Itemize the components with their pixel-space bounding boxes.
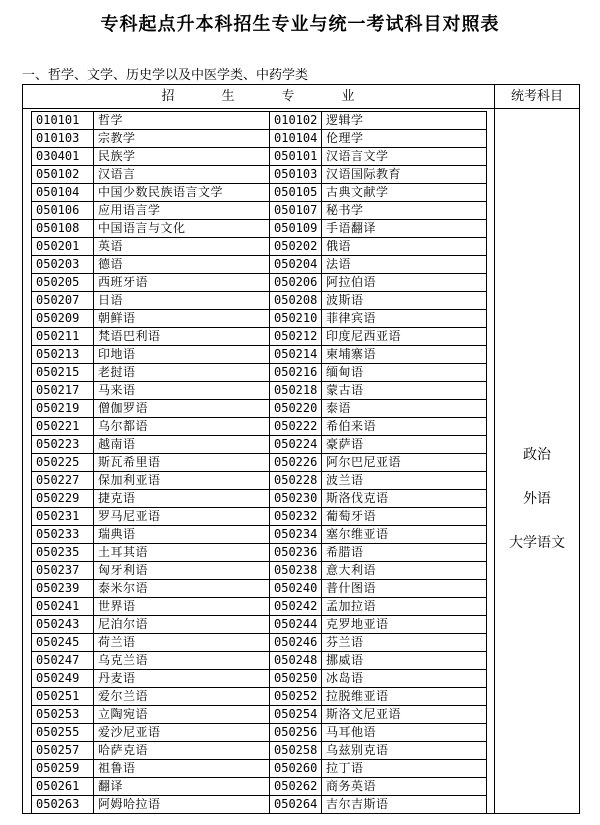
major-code: 050251 [32,688,94,706]
major-name: 泰米尔语 [94,580,270,598]
table-row [32,652,487,670]
major-name: 冰岛语 [322,670,487,688]
major-code: 050231 [32,508,94,526]
major-code: 050255 [32,724,94,742]
major-code: 050257 [32,742,94,760]
table-row [32,616,487,634]
major-code: 050108 [32,220,94,238]
table-row [32,796,487,814]
major-name: 商务英语 [322,778,487,796]
major-name: 塞尔维亚语 [322,526,487,544]
major-code: 050254 [270,706,322,724]
table-header [23,85,579,109]
major-name: 立陶宛语 [94,706,270,724]
major-code: 050253 [32,706,94,724]
table-row [32,634,487,652]
table-row [32,544,487,562]
table-row [32,184,487,202]
major-name: 波兰语 [322,472,487,490]
exam-subject: 政治 [523,447,551,463]
major-code: 050263 [32,796,94,814]
table-row [32,598,487,616]
major-code: 050243 [32,616,94,634]
table-row [32,148,487,166]
table-row [32,670,487,688]
major-code: 050221 [32,418,94,436]
major-name: 克罗地亚语 [322,616,487,634]
major-code: 010104 [270,130,322,148]
major-code: 050228 [270,472,322,490]
major-code: 050227 [32,472,94,490]
major-code: 050201 [32,238,94,256]
major-name: 爱尔兰语 [94,688,270,706]
major-name: 翻译 [94,778,270,796]
table-row [32,490,487,508]
major-code: 050109 [270,220,322,238]
major-name: 意大利语 [322,562,487,580]
major-code: 050236 [270,544,322,562]
table-row [32,706,487,724]
major-name: 乌兹别克语 [322,742,487,760]
major-code: 050245 [32,634,94,652]
table-row [32,724,487,742]
table-row [32,418,487,436]
major-code: 050237 [32,562,94,580]
section-heading: 一、哲学、文学、历史学以及中医学类、中药学类 [22,68,309,83]
major-name: 汉语言文学 [322,148,487,166]
major-code: 050211 [32,328,94,346]
major-code: 010103 [32,130,94,148]
major-code: 050238 [270,562,322,580]
major-code: 050264 [270,796,322,814]
majors-table [31,111,487,814]
major-name: 尼泊尔语 [94,616,270,634]
major-code: 050219 [32,400,94,418]
major-name: 中国语言与文化 [94,220,270,238]
table-row [32,292,487,310]
major-name: 波斯语 [322,292,487,310]
table-row [32,526,487,544]
major-name: 僧伽罗语 [94,400,270,418]
major-name: 宗教学 [94,130,270,148]
major-name: 世界语 [94,598,270,616]
major-name: 古典文献学 [322,184,487,202]
major-code: 050217 [32,382,94,400]
exam-subjects [495,445,579,577]
major-code: 050206 [270,274,322,292]
major-name: 英语 [94,238,270,256]
header-major [23,85,494,108]
table-row [32,400,487,418]
major-name: 俄语 [322,238,487,256]
header-exam-subjects: 统考科目 [510,89,563,104]
major-name: 汉语言 [94,166,270,184]
major-code: 050229 [32,490,94,508]
major-name: 捷克语 [94,490,270,508]
major-name: 豪萨语 [322,436,487,454]
major-name: 乌尔都语 [94,418,270,436]
table-row [32,256,487,274]
major-name: 哈萨克语 [94,742,270,760]
major-name: 斯洛伐克语 [322,490,487,508]
major-name: 缅甸语 [322,364,487,382]
major-name: 芬兰语 [322,634,487,652]
major-code: 050233 [32,526,94,544]
major-name: 葡萄牙语 [322,508,487,526]
table-row [32,688,487,706]
table-row [32,760,487,778]
major-name: 菲律宾语 [322,310,487,328]
major-code: 050214 [270,346,322,364]
major-name: 匈牙利语 [94,562,270,580]
table-row [32,202,487,220]
major-name: 印地语 [94,346,270,364]
major-code: 050226 [270,454,322,472]
major-code: 050244 [270,616,322,634]
major-name: 朝鲜语 [94,310,270,328]
table-row [32,364,487,382]
major-code: 050106 [32,202,94,220]
major-code: 050101 [270,148,322,166]
major-name: 祖鲁语 [94,760,270,778]
major-name: 阿拉伯语 [322,274,487,292]
major-name: 伦理学 [322,130,487,148]
major-code: 050216 [270,364,322,382]
major-name: 保加利亚语 [94,472,270,490]
major-code: 050218 [270,382,322,400]
header-major-char: 生 [221,89,236,104]
major-name: 越南语 [94,436,270,454]
table-row [32,220,487,238]
header-major-char: 专 [281,89,296,104]
table-row [32,580,487,598]
major-code: 050205 [32,274,94,292]
table-row [32,778,487,796]
major-name: 马耳他语 [322,724,487,742]
major-code: 050241 [32,598,94,616]
major-name: 印度尼西亚语 [322,328,487,346]
major-code: 050220 [270,400,322,418]
major-code: 050247 [32,652,94,670]
major-code: 050249 [32,670,94,688]
table-row [32,472,487,490]
major-code: 050204 [270,256,322,274]
major-code: 050105 [270,184,322,202]
major-name: 蒙古语 [322,382,487,400]
major-name: 普什图语 [322,580,487,598]
major-name: 希腊语 [322,544,487,562]
major-name: 法语 [322,256,487,274]
major-code: 050207 [32,292,94,310]
major-code: 030401 [32,148,94,166]
major-code: 050203 [32,256,94,274]
major-code: 050223 [32,436,94,454]
major-code: 050256 [270,724,322,742]
major-name: 中国少数民族语言文学 [94,184,270,202]
major-name: 手语翻译 [322,220,487,238]
major-name: 马来语 [94,382,270,400]
major-name: 爱沙尼亚语 [94,724,270,742]
major-name: 德语 [94,256,270,274]
major-name: 逻辑学 [322,112,487,130]
table-row [32,112,487,130]
major-name: 梵语巴利语 [94,328,270,346]
major-name: 秘书学 [322,202,487,220]
major-name: 西班牙语 [94,274,270,292]
major-code: 050246 [270,634,322,652]
table-row [32,508,487,526]
major-name: 老挝语 [94,364,270,382]
major-name: 阿姆哈拉语 [94,796,270,814]
major-code: 050259 [32,760,94,778]
major-code: 050262 [270,778,322,796]
major-name: 拉脱维亚语 [322,688,487,706]
major-name: 汉语国际教育 [322,166,487,184]
major-name: 拉丁语 [322,760,487,778]
major-code: 050222 [270,418,322,436]
major-name: 希伯来语 [322,418,487,436]
major-name: 土耳其语 [94,544,270,562]
major-code: 050248 [270,652,322,670]
major-code: 050232 [270,508,322,526]
table-row [32,130,487,148]
header-major-char: 业 [341,89,356,104]
major-name: 荷兰语 [94,634,270,652]
table-row [32,436,487,454]
major-code: 010101 [32,112,94,130]
major-code: 050210 [270,310,322,328]
major-code: 050208 [270,292,322,310]
major-name: 挪威语 [322,652,487,670]
major-name: 斯瓦希里语 [94,454,270,472]
major-name: 吉尔吉斯语 [322,796,487,814]
major-name: 哲学 [94,112,270,130]
major-code: 050104 [32,184,94,202]
table-row [32,274,487,292]
major-code: 050230 [270,490,322,508]
document-title: 专科起点升本科招生专业与统一考试科目对照表 [100,14,500,35]
major-code: 050224 [270,436,322,454]
major-code: 050252 [270,688,322,706]
major-name: 丹麦语 [94,670,270,688]
major-code: 050235 [32,544,94,562]
table-row [32,382,487,400]
comparison-table [22,84,580,814]
major-name: 泰语 [322,400,487,418]
major-code: 050239 [32,580,94,598]
exam-subject: 外语 [523,491,551,507]
table-row [32,562,487,580]
major-code: 050215 [32,364,94,382]
table-row [32,742,487,760]
major-code: 050250 [270,670,322,688]
exam-subject: 大学语文 [509,535,565,551]
major-name: 瑞典语 [94,526,270,544]
major-code: 010102 [270,112,322,130]
major-code: 050107 [270,202,322,220]
major-code: 050102 [32,166,94,184]
major-name: 民族学 [94,148,270,166]
table-row [32,346,487,364]
major-code: 050260 [270,760,322,778]
major-code: 050240 [270,580,322,598]
table-row [32,166,487,184]
major-code: 050103 [270,166,322,184]
table-row [32,454,487,472]
major-name: 罗马尼亚语 [94,508,270,526]
major-name: 孟加拉语 [322,598,487,616]
major-name: 阿尔巴尼亚语 [322,454,487,472]
major-name: 日语 [94,292,270,310]
major-code: 050213 [32,346,94,364]
major-name: 应用语言学 [94,202,270,220]
major-code: 050258 [270,742,322,760]
table-row [32,310,487,328]
major-code: 050212 [270,328,322,346]
major-code: 050225 [32,454,94,472]
major-code: 050234 [270,526,322,544]
major-name: 柬埔寨语 [322,346,487,364]
major-code: 050202 [270,238,322,256]
major-name: 乌克兰语 [94,652,270,670]
table-row [32,238,487,256]
table-row [32,328,487,346]
major-code: 050242 [270,598,322,616]
major-code: 050209 [32,310,94,328]
major-code: 050261 [32,778,94,796]
major-name: 斯洛文尼亚语 [322,706,487,724]
header-major-char: 招 [161,89,176,104]
